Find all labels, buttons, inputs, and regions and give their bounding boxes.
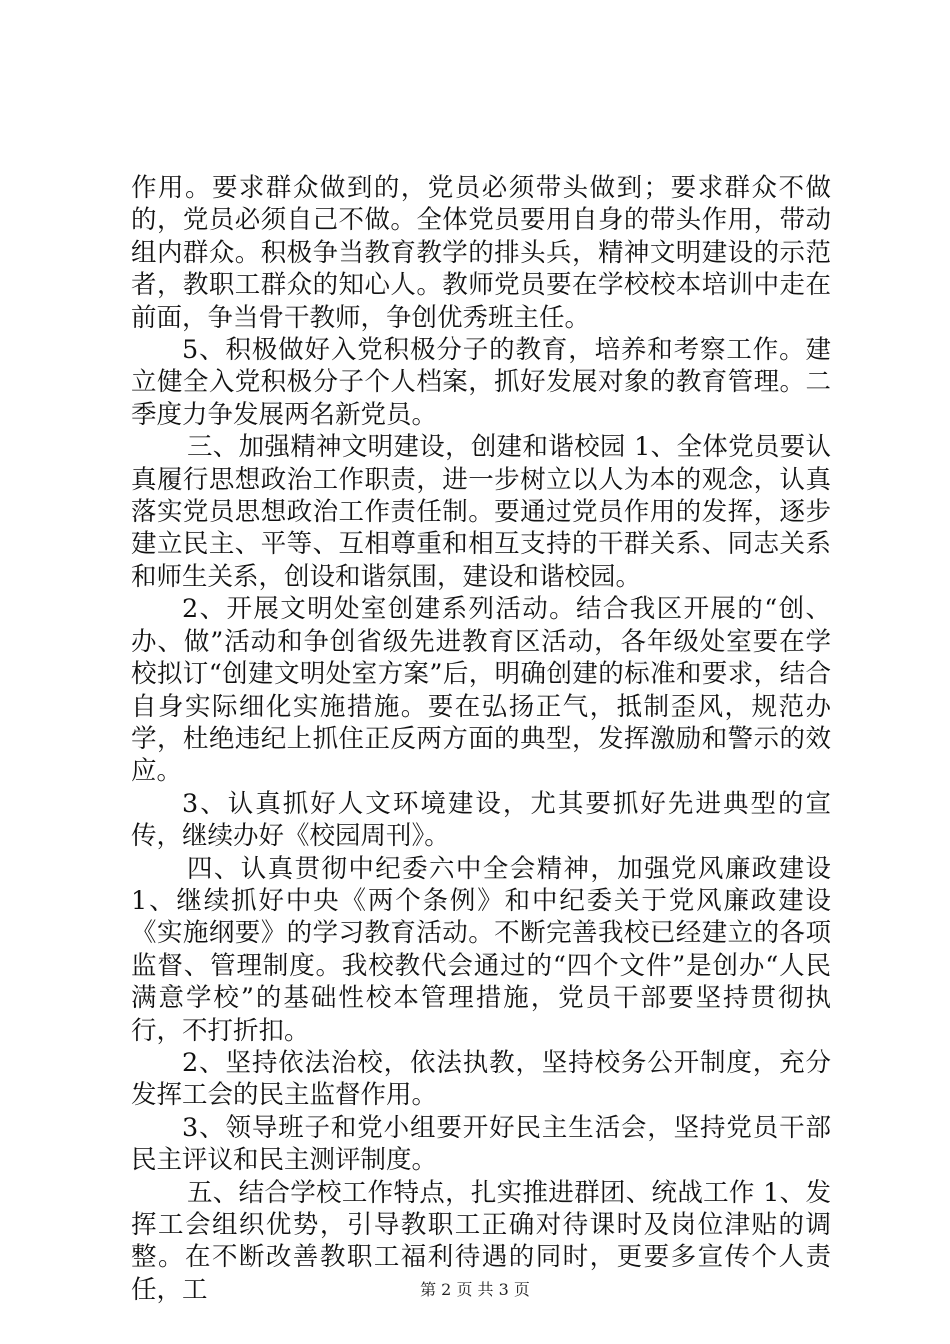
paragraph-1: 作用。要求群众做到的，党员必须带头做到；要求群众不做的，党员必须自己不做。全体党员要用自身的带头作用，带动组内群众。积极争当教育教学的排头兵，精神文明建设的示范者，教职工群众的知心人。教师党员要在学校校本培训中走在前面，争当骨干教师，争创优秀班主任。: [131, 173, 831, 333]
page-footer: 第 2 页 共 3 页: [420, 1280, 530, 1299]
paragraph-3: 三、加强精神文明建设，创建和谐校园 1、全体党员要认真履行思想政治工作职责，进一步树立以人为本的观念，认真落实党员思想政治工作责任制。要通过党员作用的发挥，逐步建立民主、平等、互相尊重和相互支持的干群关系、同志关系和师生关系，创设和谐氛围，建设和谐校园。: [131, 432, 831, 592]
document-body: [131, 172, 831, 1306]
paragraph-2: 5、积极做好入党积极分子的教育，培养和考察工作。建立健全入党积极分子个人档案，抓好发展对象的教育管理。二季度力争发展两名新党员。: [131, 335, 831, 430]
paragraph-9: 五、结合学校工作特点，扎实推进群团、统战工作 1、发挥工会组织优势，引导教职工正确对待课时及岗位津贴的调整。在不断改善教职工福利待遇的同时，更要多宣传个人责任，工: [131, 1177, 831, 1305]
paragraph-4: 2、开展文明处室创建系列活动。结合我区开展的“创、办、做”活动和争创省级先进教育区活动，各年级处室要在学校拟订“创建文明处室方案”后，明确创建的标准和要求，结合自身实际细化实施措施。要在弘扬正气，抵制歪风，规范办学，杜绝违纪上抓住正反两方面的典型，发挥激励和警示的效应。: [131, 594, 831, 787]
paragraph-6: 四、认真贯彻中纪委六中全会精神，加强党风廉政建设 1、继续抓好中央《两个条例》和中纪委关于党风廉政建设《实施纲要》的学习教育活动。不断完善我校已经建立的各项监督、管理制度。我校教代会通过的“四个文件”是创办“人民满意学校”的基础性校本管理措施，党员干部要坚持贯彻执行，不打折扣。: [131, 853, 831, 1046]
paragraph-5: 3、认真抓好人文环境建设，尤其要抓好先进典型的宣传，继续办好《校园周刊》。: [131, 788, 831, 852]
paragraph-7: 2、坚持依法治校，依法执教，坚持校务公开制度，充分发挥工会的民主监督作用。: [131, 1047, 831, 1111]
paragraph-8: 3、领导班子和党小组要开好民主生活会，坚持党员干部民主评议和民主测评制度。: [131, 1112, 831, 1176]
